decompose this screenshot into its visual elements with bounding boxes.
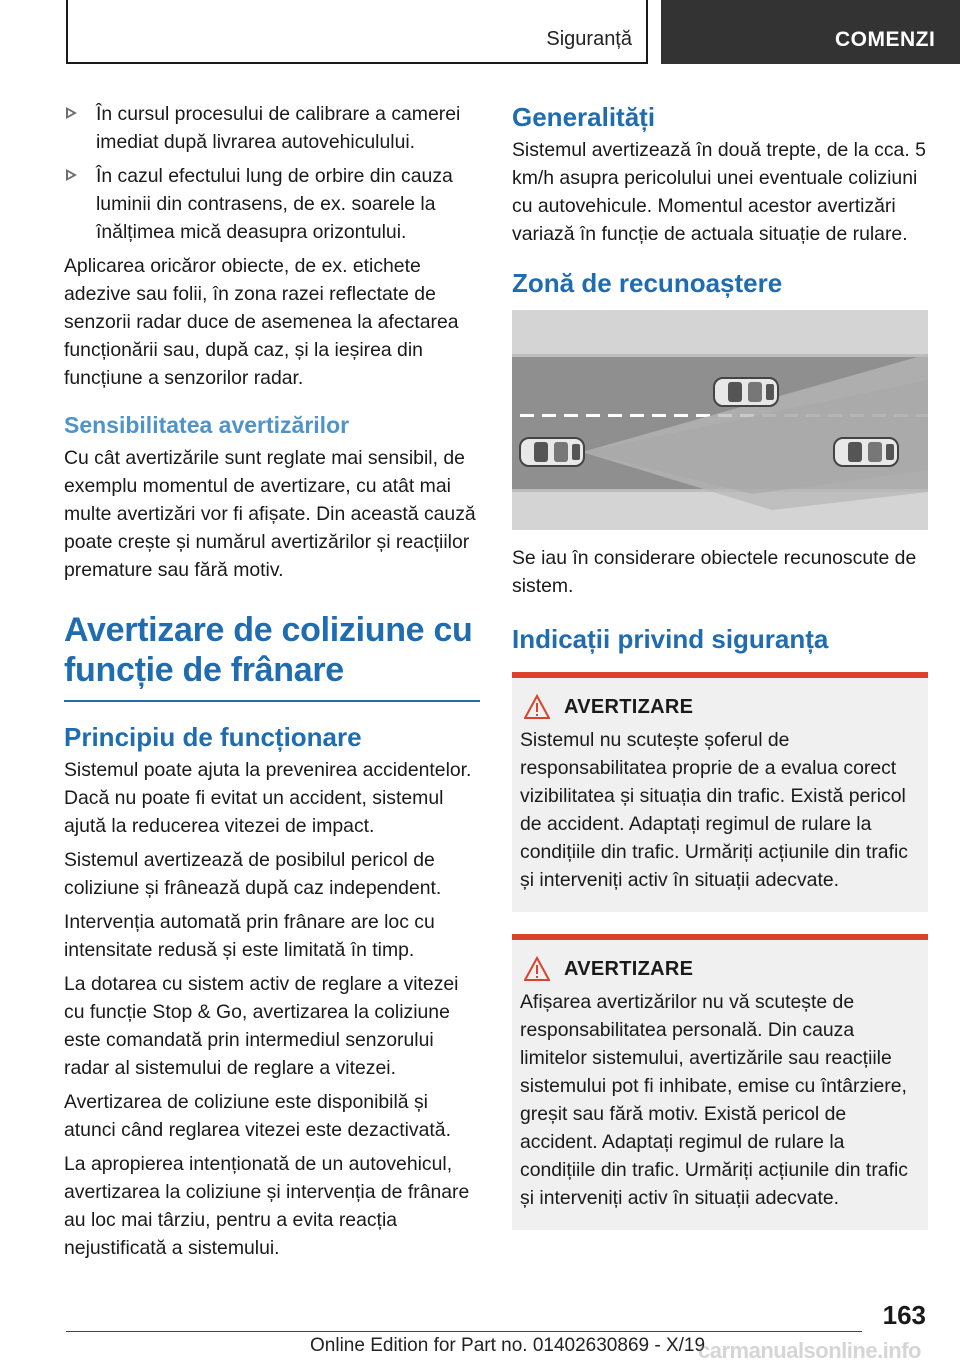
bullet-triangle-icon [66,107,77,119]
warning-box [512,934,928,1230]
warning-title: AVERTIZARE [564,957,694,980]
warning-text: Sistemul nu scutește șoferul de responsabilitatea proprie de a evalua corect vizibilitatea și situația din trafic. Există pericol de accident. Adaptați regimul de rulare la condițiile din trafic. Urmăriți acțiunile din trafic și interveniți activ în situații adecvate. [520,729,908,891]
paragraph-zona: Se iau în considerare obiectele recunoscute de sistem. [512,547,917,597]
main-section-title: Avertizare de coliziune cu funcție de frânare [64,611,473,689]
warning-triangle-icon [524,956,550,982]
header-chapter-title: COMENZI [835,28,936,51]
page-number: 163 [882,1300,926,1330]
paragraph-objects: Aplicarea oricăror obiecte, de ex. etichete adezive sau folii, în zona razei reflectate de senzorii radar duce de asemenea la afectarea funcționării sau, după caz, și la ieșirea din funcțiune a senzorilor radar. [64,255,459,389]
heading-principiu: Principiu de funcționare [64,722,362,752]
warning-text: Afișarea avertizărilor nu vă scutește de responsabilitatea personală. Din cauza limitelor sistemului, avertizările sau reacțiile sistemului pot fi inhibate, emise cu întârziere, greșit sau fără motiv. Există pericol de accident. Adaptați regimul de rulare la condițiile din trafic. Urmăriți acțiunile din trafic și interveniți activ în situații adecvate. [520,991,908,1209]
bullet-triangle-icon [66,169,77,181]
section-divider [64,700,480,702]
footer-divider [66,1331,862,1332]
paragraph: Intervenția automată prin frânare are loc cu intensitate redusă și este limitată în timp. [64,911,435,961]
paragraph: Sistemul avertizează de posibilul pericol de coliziune și frânează după caz independent. [64,849,442,899]
paragraph: La apropierea intenționată de un autovehicul, avertizarea la coliziune și intervenția de frânare au loc mai târziu, pentru a evita reacția nejustificată a sistemului. [64,1153,470,1259]
paragraph-sensibilitate: Cu cât avertizările sunt reglate mai sensibil, de exemplu momentul de avertizare, cu atât mai multe avertizări vor fi afișate. Din această cauză poate crește și numărul avertizărilor și reacțiilor premature sau fără motiv. [64,447,476,581]
page-header [0,0,960,66]
watermark: carmanualsonline.info [698,1338,921,1363]
road-detection-illustration [512,310,928,530]
warning-triangle-icon [524,694,550,720]
paragraph: Avertizarea de coliziune este disponibilă și atunci când reglarea vitezei este dezactivată. [64,1091,451,1141]
header-chapter-tab [661,0,960,64]
warning-title: AVERTIZARE [564,695,694,718]
left-column [64,100,480,1268]
heading-zona: Zonă de recunoaștere [512,268,783,298]
detection-zone-figure [512,310,928,530]
heading-indicatii: Indicații privind siguranța [512,624,829,654]
header-section-box [66,0,648,64]
header-section-title: Siguranță [546,28,632,50]
paragraph: La dotarea cu sistem activ de reglare a vitezei cu funcție Stop & Go, avertizarea la coliziune este comandată prin intermediul senzorului radar al sistemului de reglare a vitezei. [64,973,459,1079]
warning-box [512,672,928,912]
heading-sensibilitate: Sensibilitatea avertizărilor [64,412,350,438]
right-column [512,100,928,1230]
list-item: În cazul efectului lung de orbire din cauza luminii din contrasens, de ex. soarele la înălțimea mică deasupra orizontului. [64,162,480,246]
footer-edition: Online Edition for Part no. 01402630869 - X/19 [310,1335,706,1356]
paragraph: Sistemul poate ajuta la prevenirea accidentelor. Dacă nu poate fi evitat un accident, sistemul ajută la reducerea vitezei de impact. [64,759,472,837]
heading-generalitati: Generalități [512,102,656,132]
list-item: În cursul procesului de calibrare a camerei imediat după livrarea autovehiculului. [64,100,480,156]
paragraph-generalitati: Sistemul avertizează în două trepte, de la cca. 5 km/h asupra pericolului unei eventuale coliziuni cu autovehicule. Momentul acestor avertizări variază în funcție de actuala situație de rulare. [512,139,926,245]
